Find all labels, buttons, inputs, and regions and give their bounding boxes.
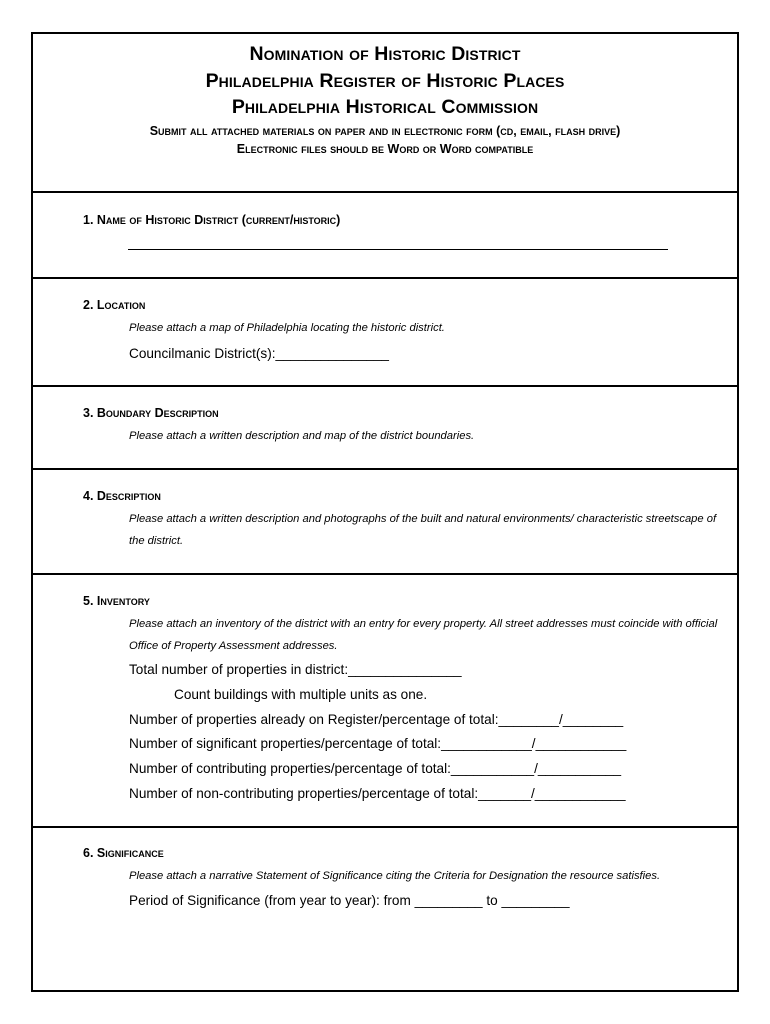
significant-properties-field[interactable]: Number of significant properties/percentage of total:____________/____________ [129,736,627,751]
district-name-field[interactable] [128,249,668,250]
councilmanic-district-field[interactable]: Councilmanic District(s):_______________ [129,346,389,361]
contributing-properties-field[interactable]: Number of contributing properties/percentage of total:___________/___________ [129,761,622,776]
form-title-line-1: Nomination of Historic District [249,43,521,65]
section-4-heading: 4. Description [83,489,161,503]
form-title-line-2: Philadelphia Register of Historic Places [205,70,565,92]
section-6-heading: 6. Significance [83,846,164,860]
section-divider [33,826,737,828]
total-properties-field[interactable]: Total number of properties in district:_______________ [129,662,462,677]
section-divider [33,191,737,193]
description-instruction: Please attach a written description and photographs of the built and natural environments/ characteristic streetscape of the district. [129,513,717,547]
form-frame [31,32,739,992]
submission-note: Submit all attached materials on paper and in electronic form (cd, email, flash drive) [149,124,621,138]
section-divider [33,385,737,387]
section-2-heading: 2. Location [83,298,146,312]
section-divider [33,277,737,279]
boundary-instruction: Please attach a written description and map of the district boundaries. [129,430,475,442]
section-1-heading: 1. Name of Historic District (current/historic) [83,213,341,227]
non-contributing-properties-field[interactable]: Number of non-contributing properties/percentage of total:_______/____________ [129,786,626,801]
significance-instruction: Please attach a narrative Statement of Significance citing the Criteria for Designation the resource satisfies. [129,870,661,882]
form-title-line-3: Philadelphia Historical Commission [231,96,539,118]
period-of-significance-field[interactable]: Period of Significance (from year to year): from _________ to _________ [129,893,570,908]
file-format-note: Electronic files should be Word or Word compatible [236,142,534,156]
count-note: Count buildings with multiple units as one. [174,687,428,702]
section-divider [33,468,737,470]
section-5-heading: 5. Inventory [83,594,150,608]
section-3-heading: 3. Boundary Description [83,406,219,420]
inventory-instruction: Please attach an inventory of the district with an entry for every property. All street addresses must coincide with official Office of Property Assessment addresses. [129,618,718,652]
properties-on-register-field[interactable]: Number of properties already on Register/percentage of total:________/________ [129,712,624,727]
section-divider [33,573,737,575]
location-instruction: Please attach a map of Philadelphia locating the historic district. [129,322,445,334]
